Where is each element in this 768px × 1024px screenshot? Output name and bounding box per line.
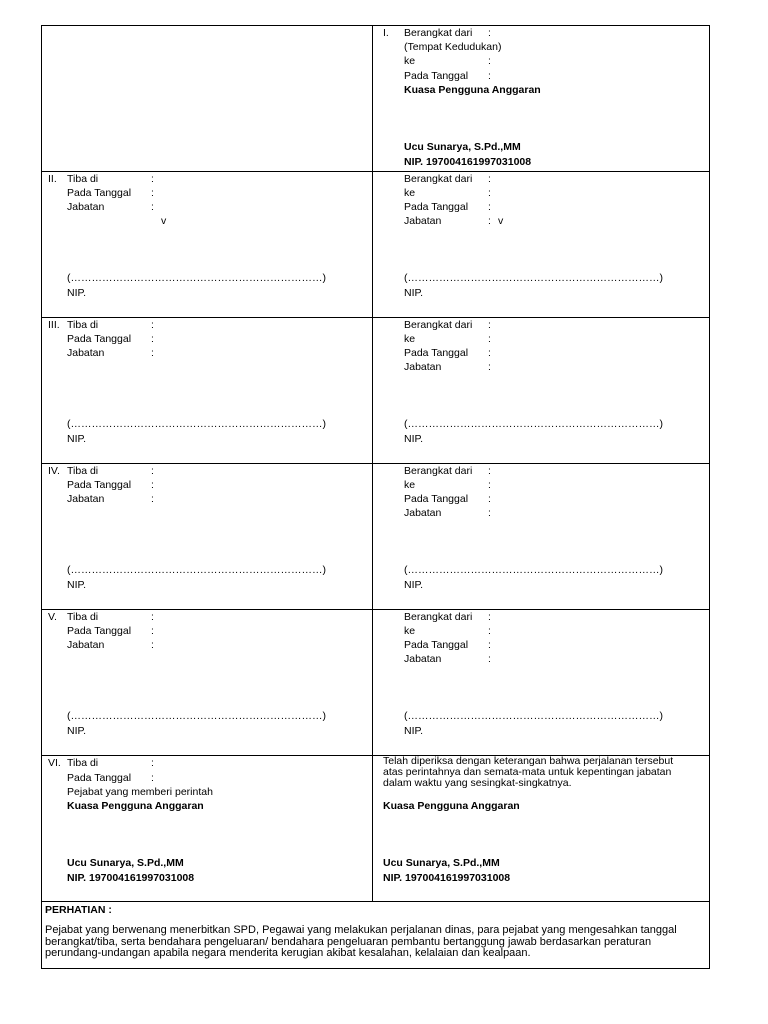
notice-row: [42, 902, 710, 969]
nip-label: NIP.: [67, 433, 87, 445]
tiba-di-label: Tiba di: [67, 465, 99, 477]
nip-label: NIP.: [67, 287, 87, 299]
colon: :: [151, 493, 154, 505]
jabatan-label: Jabatan: [404, 361, 442, 373]
colon: :: [488, 653, 491, 665]
jabatan-value: v: [498, 215, 504, 227]
signatory-nip: NIP. 197004161997031008: [67, 872, 195, 884]
section-6-row: [42, 756, 710, 902]
jabatan-label: Jabatan: [67, 201, 105, 213]
middle-sections: [42, 172, 710, 756]
berangkat-dari-label: Berangkat dari: [404, 319, 473, 331]
nip-label: NIP.: [404, 287, 424, 299]
pada-tanggal-label: Pada Tanggal: [67, 479, 132, 491]
colon: :: [488, 493, 491, 505]
jabatan-label: Jabatan: [404, 215, 442, 227]
pada-tanggal-label: Pada Tanggal: [404, 201, 469, 213]
tiba-di-label: Tiba di: [67, 611, 99, 623]
signatory-nip: NIP. 197004161997031008: [383, 872, 511, 884]
signatory-name: Ucu Sunarya, S.Pd.,MM: [67, 857, 184, 869]
kuasa-pengguna-anggaran: Kuasa Pengguna Anggaran: [383, 800, 520, 812]
berangkat-dari-label: Berangkat dari: [404, 173, 473, 185]
pada-tanggal-label: Pada Tanggal: [404, 347, 469, 359]
jabatan-label: Jabatan: [67, 639, 105, 651]
section-row: [42, 610, 710, 756]
section-1-roman: I.: [383, 27, 389, 39]
colon: :: [488, 347, 491, 359]
nip-label: NIP.: [67, 725, 87, 737]
berangkat-dari-label: Berangkat dari: [404, 465, 473, 477]
colon: :: [488, 507, 491, 519]
pada-tanggal-label: Pada Tanggal: [404, 493, 469, 505]
section-roman: V.: [48, 611, 57, 623]
tiba-di-label: Tiba di: [67, 173, 99, 185]
verification-statement: Telah diperiksa dengan keterangan bahwa perjalanan tersebut atas perintahnya dan semata-mata untuk kepentingan jabatan dalam waktu yang sesingkat-singkatnya.: [383, 755, 674, 789]
colon: :: [488, 70, 491, 82]
tempat-kedudukan-label: (Tempat Kedudukan): [404, 41, 502, 53]
section-6-roman: VI.: [48, 757, 61, 769]
ke-label: ke: [404, 55, 416, 67]
colon: :: [151, 611, 154, 623]
colon: :: [488, 187, 491, 199]
jabatan-label: Jabatan: [404, 507, 442, 519]
pejabat-label: Pejabat yang memberi perintah: [67, 786, 213, 798]
colon: :: [488, 465, 491, 477]
nip-label: NIP.: [404, 579, 424, 591]
departure-cell: [373, 318, 710, 464]
notice-cell: [42, 902, 710, 969]
departure-cell: [373, 172, 710, 318]
colon: :: [488, 319, 491, 331]
colon: :: [151, 639, 154, 651]
colon: :: [151, 479, 154, 491]
colon: :: [488, 639, 491, 651]
jabatan-label: Jabatan: [67, 347, 105, 359]
colon: :: [488, 215, 491, 227]
signatory-name: Ucu Sunarya, S.Pd.,MM: [404, 141, 521, 153]
kuasa-pengguna-anggaran: Kuasa Pengguna Anggaran: [404, 84, 541, 96]
nip-label: NIP.: [404, 725, 424, 737]
pada-tanggal-label: Pada Tanggal: [67, 625, 132, 637]
pada-tanggal-label: Pada Tanggal: [404, 70, 469, 82]
ke-label: ke: [404, 625, 416, 637]
arrival-cell: [42, 464, 373, 610]
kuasa-pengguna-anggaran: Kuasa Pengguna Anggaran: [67, 800, 204, 812]
signature-line: (………………………………………………………………): [404, 710, 663, 722]
pada-tanggal-label: Pada Tanggal: [67, 333, 132, 345]
colon: :: [151, 772, 154, 784]
colon: :: [488, 611, 491, 623]
section-roman: IV.: [48, 465, 60, 477]
jabatan-label: Jabatan: [67, 493, 105, 505]
colon: :: [488, 173, 491, 185]
section-row: [42, 464, 710, 610]
colon: :: [151, 319, 154, 331]
colon: :: [488, 333, 491, 345]
section-row: [42, 318, 710, 464]
section-1-right-cell: [373, 26, 710, 172]
section-6-right-cell: [373, 756, 710, 902]
signatory-name: Ucu Sunarya, S.Pd.,MM: [383, 857, 500, 869]
colon: :: [151, 333, 154, 345]
notice-text: Pejabat yang berwenang menerbitkan SPD, Pegawai yang melakukan perjalanan dinas, para pejabat yang mengesahkan tanggal berangkat/tiba, serta bendahara pengeluaran/ bendahara pengeluaran pembantu bertanggung jawab berdasarkan peraturan perundang-undangan apabila negara menderita kerugian akibat kesalahan, kelalaian dan kealpaan.: [45, 924, 677, 959]
section-roman: II.: [48, 173, 57, 185]
colon: :: [488, 27, 491, 39]
tiba-di-label: Tiba di: [67, 319, 99, 331]
jabatan-value: v: [161, 215, 167, 227]
ke-label: ke: [404, 479, 416, 491]
jabatan-label: Jabatan: [404, 653, 442, 665]
tiba-di-label: Tiba di: [67, 757, 99, 769]
departure-cell: [373, 464, 710, 610]
colon: :: [151, 347, 154, 359]
section-1-row: [42, 26, 710, 172]
colon: :: [488, 361, 491, 373]
section-6-left-cell: [42, 756, 373, 902]
notice-title: PERHATIAN :: [45, 904, 112, 916]
arrival-cell: [42, 318, 373, 464]
signature-line: (………………………………………………………………): [67, 710, 326, 722]
colon: :: [151, 625, 154, 637]
pada-tanggal-label: Pada Tanggal: [404, 639, 469, 651]
arrival-cell: [42, 172, 373, 318]
berangkat-dari-label: Berangkat dari: [404, 611, 473, 623]
form-table: [41, 25, 710, 969]
signature-line: (………………………………………………………………): [404, 564, 663, 576]
colon: :: [151, 757, 154, 769]
colon: :: [488, 55, 491, 67]
pada-tanggal-label: Pada Tanggal: [67, 772, 132, 784]
section-row: [42, 172, 710, 318]
colon: :: [488, 625, 491, 637]
ke-label: ke: [404, 333, 416, 345]
nip-label: NIP.: [67, 579, 87, 591]
berangkat-dari-label: Berangkat dari: [404, 27, 473, 39]
signatory-nip: NIP. 197004161997031008: [404, 156, 532, 168]
signature-line: (………………………………………………………………): [67, 418, 326, 430]
departure-cell: [373, 610, 710, 756]
signature-line: (………………………………………………………………): [404, 418, 663, 430]
nip-label: NIP.: [404, 433, 424, 445]
colon: :: [151, 187, 154, 199]
colon: :: [488, 479, 491, 491]
signature-line: (………………………………………………………………): [67, 564, 326, 576]
colon: :: [151, 173, 154, 185]
colon: :: [151, 201, 154, 213]
section-roman: III.: [48, 319, 60, 331]
signature-line: (………………………………………………………………): [67, 272, 326, 284]
spd-back-form: [41, 25, 709, 969]
signature-line: (………………………………………………………………): [404, 272, 663, 284]
colon: :: [151, 465, 154, 477]
arrival-cell: [42, 610, 373, 756]
ke-label: ke: [404, 187, 416, 199]
pada-tanggal-label: Pada Tanggal: [67, 187, 132, 199]
colon: :: [488, 201, 491, 213]
section-1-left-cell: [42, 26, 373, 172]
